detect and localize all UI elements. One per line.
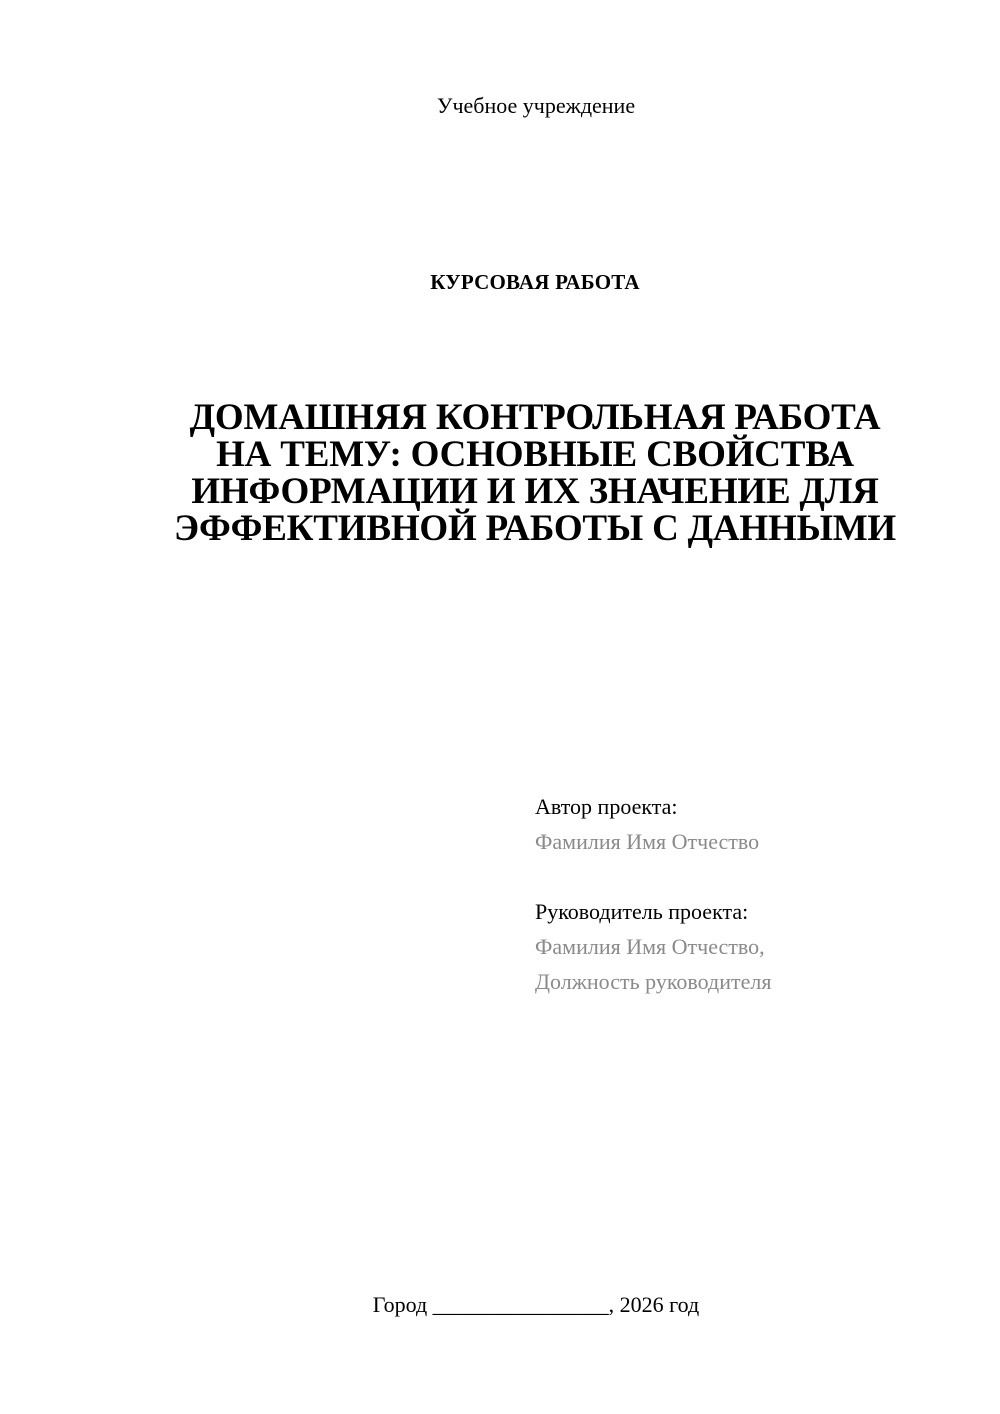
- title-line-4: ЭФФЕКТИВНОЙ РАБОТЫ С ДАННЫМИ: [173, 508, 897, 549]
- author-label: Автор проекта:: [535, 794, 678, 819]
- institution-name: Учебное учреждение: [436, 93, 636, 118]
- title-line-2: НА ТЕМУ: ОСНОВНЫЕ СВОЙСТВА: [216, 434, 854, 475]
- title-line-3: ИНФОРМАЦИИ И ИХ ЗНАЧЕНИЕ ДЛЯ: [191, 471, 879, 512]
- supervisor-name: Фамилия Имя Отчество,: [535, 934, 765, 959]
- document-title: [120, 399, 950, 547]
- supervisor-block: [535, 894, 965, 999]
- author-name: Фамилия Имя Отчество: [535, 829, 760, 854]
- title-line-1: ДОМАШНЯЯ КОНТРОЛЬНАЯ РАБОТА: [189, 397, 881, 438]
- work-type: КУРСОВАЯ РАБОТА: [430, 270, 640, 294]
- city-year-footer: Город ________________, 2026 год: [372, 1292, 700, 1317]
- supervisor-label: Руководитель проекта:: [535, 899, 749, 924]
- author-block: [535, 789, 965, 859]
- supervisor-position: Должность руководителя: [535, 969, 772, 994]
